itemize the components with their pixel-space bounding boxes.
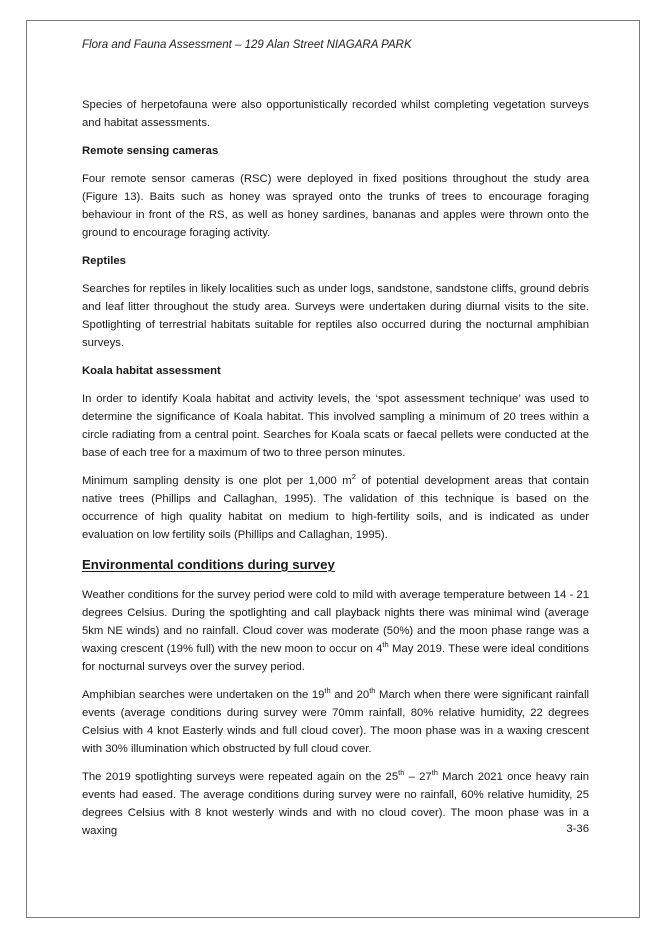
paragraph-weather xyxy=(82,586,589,676)
heading-remote-sensing-cameras: Remote sensing cameras xyxy=(82,145,219,157)
text-run: May 2019. These were ideal conditions for nocturnal surveys over the survey period. xyxy=(82,643,589,673)
text-run: and 20 xyxy=(330,689,370,701)
superscript: 2 xyxy=(351,472,356,482)
text-run: March when there were significant rainfall events (average conditions during survey were 70mm rainfall, 80% relative humidity, 22 degrees Celsius with 4 knot Easterly winds and full cloud cover). The moon phase was in a waxing crescent with 30% illumination which obstructed by full cloud cover. xyxy=(82,689,589,755)
text-run: of potential development areas that contain native trees (Phillips and Callaghan, 1995). The validation of this technique is based on the occurrence of high quality habitat on medium to high-fertility soils, and is indicated as under evaluation on low fertility soils (Phillips and Callaghan, 1995). xyxy=(82,475,589,541)
superscript: th xyxy=(431,768,438,778)
page-number: 3-36 xyxy=(566,823,589,835)
paragraph-sampling-density xyxy=(82,472,589,544)
paragraph-remote-sensing: Four remote sensor cameras (RSC) were deployed in fixed positions throughout the study area (Figure 13). Baits such as honey was sprayed onto the trunks of trees to encourage foraging behaviour in front of the RS, as well as honey sardines, bananas and apples were thrown onto the ground to encourage foraging activity. xyxy=(82,173,589,239)
text-run: Minimum sampling density is one plot per 1,000 m xyxy=(82,475,352,487)
superscript: th xyxy=(382,640,389,650)
heading-reptiles: Reptiles xyxy=(82,255,126,267)
text-run: March 2021 once heavy rain events had eased. The average conditions during survey were no rainfall, 60% relative humidity, 25 degrees Celsius with 8 knot westerly winds and with no cloud cover). The moon phase was in a waxing xyxy=(82,771,589,837)
document-header: Flora and Fauna Assessment – 129 Alan Street NIAGARA PARK xyxy=(82,39,412,51)
superscript: th xyxy=(398,768,405,778)
section-heading-environmental-conditions: Environmental conditions during survey xyxy=(82,557,335,572)
superscript: th xyxy=(324,686,331,696)
paragraph-herpetofauna: Species of herpetofauna were also opportunistically recorded whilst completing vegetation surveys and habitat assessments. xyxy=(82,99,589,129)
document-body xyxy=(82,96,589,850)
paragraph-2019-spotlighting xyxy=(82,768,589,840)
text-run: Weather conditions for the survey period were cold to mild with average temperature between 14 - 21 degrees Celsius. During the spotlighting and call playback nights there was minimal wind (average 5km NE winds) and no rainfall. Cloud cover was moderate (50%) and the moon phase range was a waxing crescent (19% full) with the new moon to occur on 4 xyxy=(82,589,589,655)
text-run: The 2019 spotlighting surveys were repeated again on the 25 xyxy=(82,771,399,783)
text-run: Amphibian searches were undertaken on the 19 xyxy=(82,689,325,701)
heading-koala-habitat: Koala habitat assessment xyxy=(82,365,221,377)
paragraph-amphibian xyxy=(82,686,589,758)
superscript: th xyxy=(369,686,376,696)
paragraph-koala: In order to identify Koala habitat and activity levels, the ‘spot assessment technique’ was used to determine the significance of Koala habitat. This involved sampling a minimum of 20 trees within a circle radiating from a central point. Searches for Koala scats or faecal pellets were conducted at the base of each tree for a maximum of two to three person minutes. xyxy=(82,393,589,459)
text-run: – 27 xyxy=(404,771,432,783)
paragraph-reptiles: Searches for reptiles in likely localities such as under logs, sandstone, sandstone cliffs, ground debris and leaf litter throughout the study area. Surveys were undertaken during diurnal visits to the site. Spotlighting of terrestrial habitats suitable for reptiles also occurred during the nocturnal amphibian surveys. xyxy=(82,283,589,349)
